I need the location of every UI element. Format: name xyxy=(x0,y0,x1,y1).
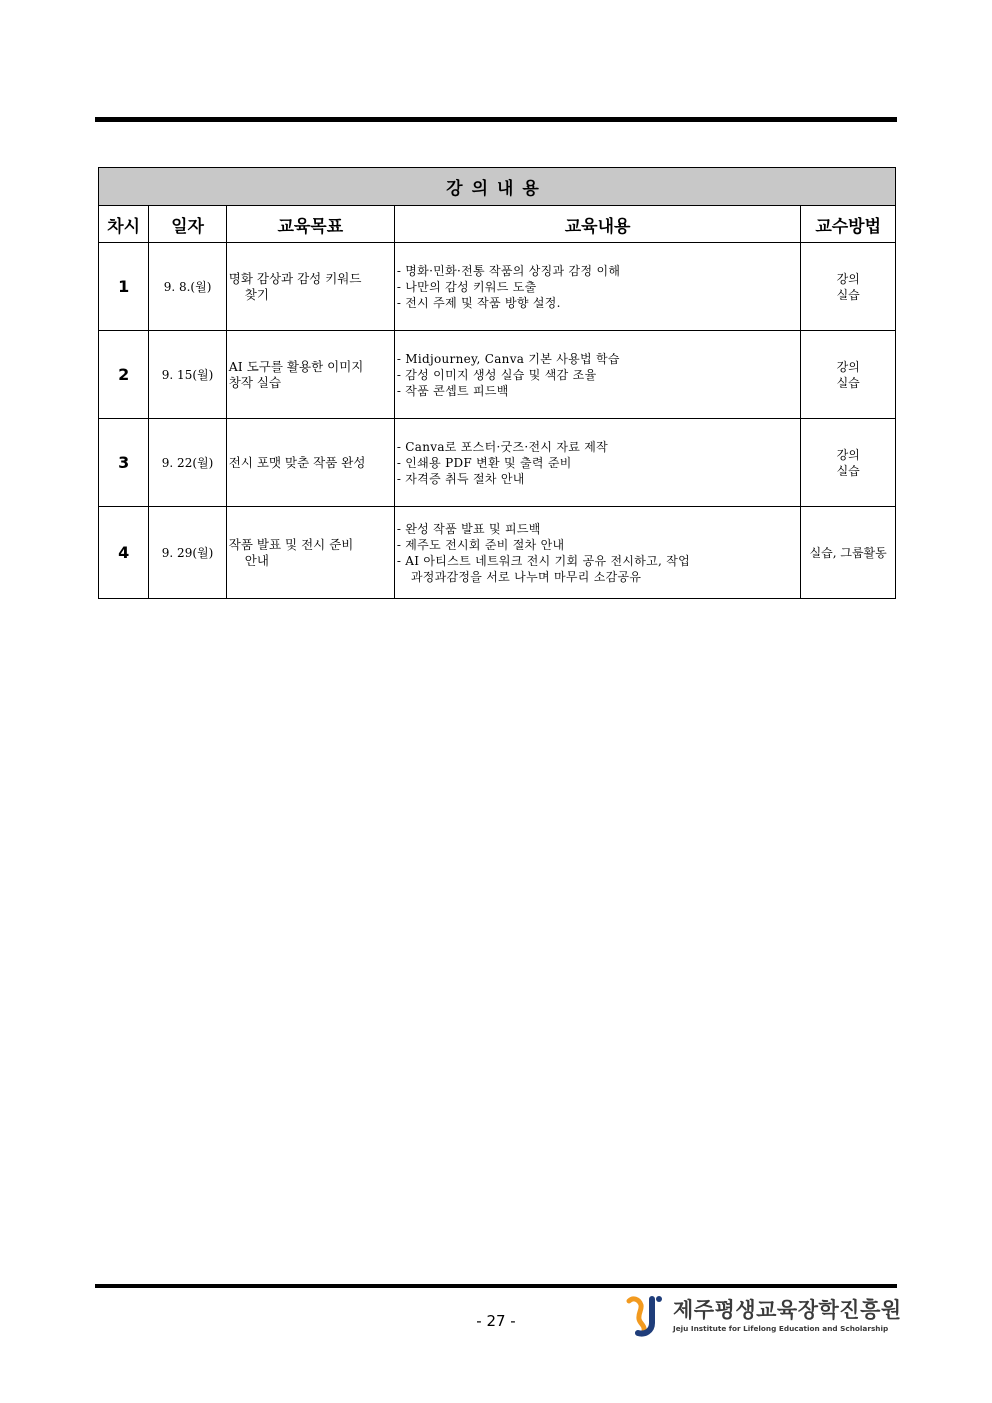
header-session: 차시 xyxy=(99,206,149,243)
session-goal xyxy=(226,507,394,599)
session-number: 1 xyxy=(99,243,149,331)
table-header-row xyxy=(99,206,896,243)
top-rule xyxy=(95,117,897,122)
method-line: 실습 xyxy=(836,375,860,390)
content-line: - Canva로 포스터·굿즈·전시 자료 제작 xyxy=(396,439,609,454)
table-row xyxy=(99,243,896,331)
content-line: 과정과감정을 서로 나누며 마무리 소감공유 xyxy=(410,569,642,584)
session-content xyxy=(394,331,801,419)
org-name: 제주평생교육장학진흥원 xyxy=(673,1298,902,1322)
goal-line: 전시 포맷 맞춘 작품 완성 xyxy=(228,454,366,470)
session-goal xyxy=(226,331,394,419)
session-content xyxy=(394,507,801,599)
table-row xyxy=(99,507,896,599)
table-title-row xyxy=(99,168,896,206)
session-date: 9. 29(월) xyxy=(149,507,226,599)
goal-line: 안내 xyxy=(244,552,269,568)
session-number: 3 xyxy=(99,419,149,507)
goal-line: 명화 감상과 감성 키워드 xyxy=(228,270,362,286)
session-content xyxy=(394,243,801,331)
content-line: - AI 아티스트 네트워크 전시 기회 공유 전시하고, 작업 xyxy=(396,553,691,568)
method-line: 강의 xyxy=(836,271,860,286)
table-title: 강의내용 xyxy=(99,168,896,206)
goal-line: 작품 발표 및 전시 준비 xyxy=(228,536,354,552)
content-line: - 감성 이미지 생성 실습 및 색감 조율 xyxy=(396,367,597,382)
table-row xyxy=(99,419,896,507)
method-line: 실습 xyxy=(836,463,860,478)
session-date: 9. 8.(월) xyxy=(149,243,226,331)
session-method xyxy=(801,419,896,507)
session-method xyxy=(801,507,896,599)
method-line: 실습, 그룹활동 xyxy=(809,545,887,560)
header-goal: 교육목표 xyxy=(226,206,394,243)
session-date: 9. 22(월) xyxy=(149,419,226,507)
org-name-english: Jeju Institute for Lifelong Education and Scholarship xyxy=(673,1324,889,1333)
page-number: - 27 - xyxy=(476,1312,516,1330)
org-logo xyxy=(625,1293,902,1339)
session-number: 2 xyxy=(99,331,149,419)
content-line: - 명화·민화·전통 작품의 상징과 감정 이해 xyxy=(396,263,621,278)
goal-line: AI 도구를 활용한 이미지 xyxy=(228,358,364,374)
content-line: - 작품 콘셉트 피드백 xyxy=(396,383,509,398)
org-logo-icon xyxy=(625,1293,665,1339)
session-date: 9. 15(월) xyxy=(149,331,226,419)
header-content: 교육내용 xyxy=(394,206,801,243)
method-line: 강의 xyxy=(836,447,860,462)
content-line: - Midjourney, Canva 기본 사용법 학습 xyxy=(396,351,620,366)
method-line: 강의 xyxy=(836,359,860,374)
content-line: - 인쇄용 PDF 변환 및 출력 준비 xyxy=(396,455,572,470)
content-line: - 자격증 취득 절차 안내 xyxy=(396,471,525,486)
header-method: 교수방법 xyxy=(801,206,896,243)
header-date: 일자 xyxy=(149,206,226,243)
session-method xyxy=(801,331,896,419)
session-content xyxy=(394,419,801,507)
content-line: - 제주도 전시회 준비 절차 안내 xyxy=(396,537,565,552)
table-row xyxy=(99,331,896,419)
content-line: - 전시 주제 및 작품 방향 설정. xyxy=(396,295,561,310)
bottom-rule xyxy=(95,1284,897,1288)
goal-line: 찾기 xyxy=(244,286,269,302)
goal-line: 창작 실습 xyxy=(228,374,282,390)
session-method xyxy=(801,243,896,331)
session-goal xyxy=(226,243,394,331)
session-goal xyxy=(226,419,394,507)
method-line: 실습 xyxy=(836,287,860,302)
content-line: - 나만의 감성 키워드 도출 xyxy=(396,279,537,294)
content-line: - 완성 작품 발표 및 피드백 xyxy=(396,521,541,536)
session-number: 4 xyxy=(99,507,149,599)
lecture-schedule-table xyxy=(98,167,896,599)
